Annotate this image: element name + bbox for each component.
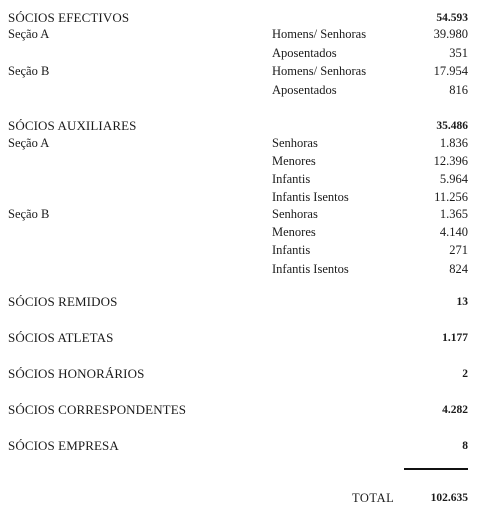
group-header — [0, 437, 480, 455]
category-value: 1.365 — [439, 207, 468, 221]
category-label: Infantis — [272, 243, 311, 257]
group-title: SÓCIOS EFECTIVOS — [8, 10, 130, 25]
table-row — [0, 134, 480, 152]
category-label: Menores — [272, 154, 316, 168]
category-label: Senhoras — [272, 136, 318, 150]
group-total: 54.593 — [436, 12, 468, 24]
category-value: 39.980 — [433, 27, 468, 41]
category-label: Aposentados — [272, 46, 337, 60]
table-row — [0, 44, 480, 62]
group-header — [0, 329, 480, 347]
category-value: 1.836 — [439, 136, 468, 150]
category-value: 824 — [449, 262, 468, 276]
section-label: Seção A — [8, 27, 50, 41]
table-row — [0, 205, 480, 223]
table-row — [0, 25, 480, 43]
total-row — [0, 489, 480, 507]
section-label: Seção A — [8, 136, 50, 150]
total-value: 102.635 — [430, 492, 468, 504]
category-value: 17.954 — [433, 64, 468, 78]
group-title: SÓCIOS EMPRESA — [8, 438, 119, 453]
category-label: Homens/ Senhoras — [272, 64, 367, 78]
group-total: 4.282 — [442, 404, 468, 416]
table-row — [0, 260, 480, 278]
category-value: 5.964 — [439, 172, 468, 186]
table-row — [0, 223, 480, 241]
total-rule — [404, 468, 468, 470]
total-label: TOTAL — [352, 491, 395, 505]
group-total: 8 — [462, 440, 468, 452]
table-row — [0, 188, 480, 206]
group-total: 2 — [462, 368, 468, 380]
category-label: Homens/ Senhoras — [272, 27, 367, 41]
category-label: Menores — [272, 225, 316, 239]
category-value: 271 — [449, 243, 468, 257]
section-label: Seção B — [8, 64, 50, 78]
group-header — [0, 401, 480, 419]
category-value: 816 — [449, 83, 468, 97]
section-label: Seção B — [8, 207, 50, 221]
table-row — [0, 62, 480, 80]
category-label: Infantis — [272, 172, 311, 186]
group-title: SÓCIOS ATLETAS — [8, 330, 114, 345]
table-row — [0, 152, 480, 170]
group-header — [0, 117, 480, 135]
group-total: 1.177 — [442, 332, 468, 344]
category-label: Infantis Isentos — [272, 262, 349, 276]
table-row — [0, 81, 480, 99]
group-header — [0, 365, 480, 383]
category-label: Senhoras — [272, 207, 318, 221]
group-title: SÓCIOS CORRESPONDENTES — [8, 402, 187, 417]
category-value: 12.396 — [433, 154, 468, 168]
group-title: SÓCIOS AUXILIARES — [8, 118, 137, 133]
group-title: SÓCIOS HONORÁRIOS — [8, 366, 145, 381]
group-total: 35.486 — [436, 120, 468, 132]
category-value: 351 — [449, 46, 468, 60]
category-label: Infantis Isentos — [272, 190, 349, 204]
category-value: 11.256 — [434, 190, 468, 204]
group-header — [0, 293, 480, 311]
group-title: SÓCIOS REMIDOS — [8, 294, 118, 309]
category-label: Aposentados — [272, 83, 337, 97]
category-value: 4.140 — [439, 225, 468, 239]
table-row — [0, 241, 480, 259]
group-total: 13 — [456, 296, 468, 308]
table-row — [0, 170, 480, 188]
